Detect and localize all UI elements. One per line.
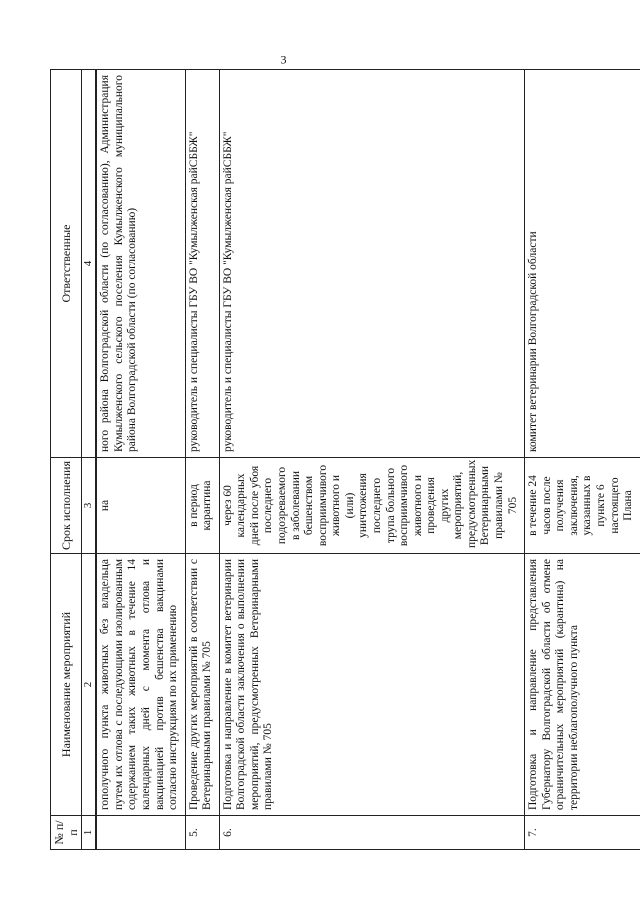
row-term: в течение 24 часов после получения заключения, указанных в пункте 6 настоящего Плана	[525, 458, 640, 554]
table-row	[96, 70, 185, 850]
row-measure: Подготовка и направление представления Губернатору Волгоградской области об отмене ограничительных мероприятий (карантина) на территории неблагополучного пункта	[525, 554, 640, 816]
row-number: 7.	[525, 816, 640, 850]
page-number: 3	[280, 52, 287, 67]
column-number: 4	[82, 70, 96, 458]
header-responsible: Ответственные	[51, 70, 82, 458]
row-responsible: комитет ветеринарии Волгоградской области	[525, 70, 640, 458]
row-responsible: руководитель и специалисты ГБУ ВО "Кумылженская райСББЖ"	[219, 70, 524, 458]
column-number: 2	[82, 554, 96, 816]
header-term: Срок исполнения	[51, 458, 82, 554]
row-measure: Подготовка и направление в комитет ветеринарии Волгоградской области заключения о выполнении мероприятий, предусмотренных Ветеринарными правилами № 705	[219, 554, 524, 816]
measures-table	[50, 69, 640, 850]
row-responsible: руководитель и специалисты ГБУ ВО "Кумылженская райСББЖ"	[185, 70, 219, 458]
row-number	[96, 816, 185, 850]
row-term: на	[96, 458, 185, 554]
row-number: 6.	[219, 816, 524, 850]
table-row	[219, 70, 524, 850]
column-number: 3	[82, 458, 96, 554]
row-measure: гополучного пункта животных без владельца путем их отлова с последующими изолированным содержанием таких животных в течение 14 календарных дней с момента отлова и вакцинацией против бешенства вакцинами согласно инструкциям по их применению	[96, 554, 185, 816]
header-number: № п/п	[51, 816, 82, 850]
table-row	[185, 70, 219, 850]
row-responsible: ного района Волгоградской области (по согласованию), Администрация Кумылженского сельского поселения Кумылженского муниципального района Волгоградской области (по согласованию)	[96, 70, 185, 458]
column-number: 1	[82, 816, 96, 850]
table-row	[525, 70, 640, 850]
row-measure: Проведение других мероприятий в соответствии с Ветеринарными правилами № 705	[185, 554, 219, 816]
table-header-row	[51, 70, 82, 850]
row-number: 5.	[185, 816, 219, 850]
header-measures: Наименование мероприятий	[51, 554, 82, 816]
row-term: в период карантина	[185, 458, 219, 554]
column-numbers-row	[82, 70, 96, 850]
document-page	[50, 52, 635, 850]
row-term: через 60 календарных дней после убоя последнего подозреваемого в заболевании бешенством восприимчивого животного и (или) уничтожения последнего трупа больного восприимчивого животного и проведения других мероприятий, предусмотренных Ветеринарными правилами № 705	[219, 458, 524, 554]
